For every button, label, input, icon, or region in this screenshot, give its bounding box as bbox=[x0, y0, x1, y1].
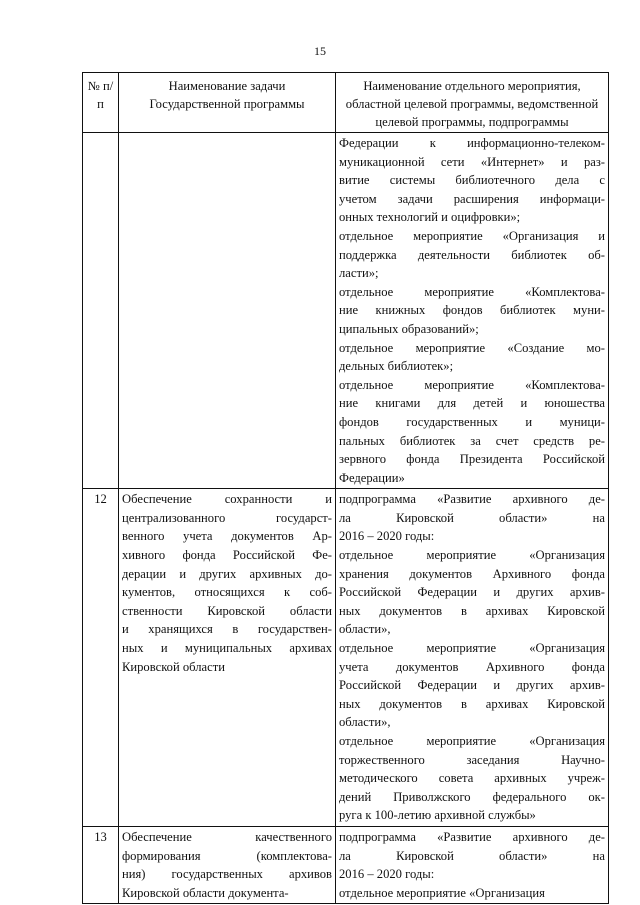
text-line: хивного фонда Российской Фе- bbox=[122, 548, 332, 563]
text-line: дений Приволжского федерального ок- bbox=[339, 789, 605, 804]
text-line: учетом задачи расширения информаци- bbox=[339, 191, 605, 206]
text-line: формирования (комплектова- bbox=[122, 848, 332, 863]
text-line: методического совета архивных учреж- bbox=[339, 771, 605, 786]
text-line: отдельное мероприятие «Организация и bbox=[339, 228, 605, 243]
text-line: витие системы библиотечного дела с bbox=[339, 173, 605, 188]
text-line: централизованного государст- bbox=[122, 510, 332, 525]
text-line: 2016 – 2020 годы: bbox=[339, 867, 435, 882]
text-line: ние книгами для детей и юношества bbox=[339, 396, 605, 411]
row-measure bbox=[336, 133, 609, 489]
measure-lines bbox=[339, 828, 605, 902]
text-line: Кировской области bbox=[122, 659, 225, 674]
text-line: кументов, относящихся к соб- bbox=[122, 585, 332, 600]
table-row bbox=[83, 489, 609, 827]
row-num: 12 bbox=[83, 489, 119, 827]
table-row bbox=[83, 133, 609, 489]
text-line: дерации и других архивных до- bbox=[122, 566, 332, 581]
text-line: отдельное мероприятие «Комплектова- bbox=[339, 284, 605, 299]
text-line: пальных библиотек за счет средств ре- bbox=[339, 433, 605, 448]
text-line: области», bbox=[339, 622, 391, 637]
program-table bbox=[82, 72, 609, 904]
measure-lines bbox=[339, 134, 605, 487]
text-line: ласти»; bbox=[339, 266, 379, 281]
text-line: отдельное мероприятие «Организация bbox=[339, 734, 605, 748]
row-task bbox=[119, 826, 336, 903]
text-line: отдельное мероприятие «Организация bbox=[339, 548, 605, 563]
text-line: зервного фонда Президента Российской bbox=[339, 452, 605, 467]
header-num: № п/п bbox=[83, 73, 119, 133]
text-line: Федерации» bbox=[339, 470, 405, 485]
row-measure bbox=[336, 489, 609, 827]
row-num: 13 bbox=[83, 826, 119, 903]
table-row bbox=[83, 826, 609, 903]
text-line: муникационной сети «Интернет» и раз- bbox=[339, 154, 605, 169]
text-line: 2016 – 2020 годы: bbox=[339, 529, 435, 544]
text-line: ных документов в архивах Кировской bbox=[339, 603, 605, 618]
text-line: руга к 100-летию архивной службы» bbox=[339, 808, 536, 823]
row-measure bbox=[336, 826, 609, 903]
text-line: фондов государственных и муници- bbox=[339, 414, 605, 429]
text-line: хранения документов Архивного фонда bbox=[339, 566, 605, 581]
row-task bbox=[119, 489, 336, 827]
text-line: отдельное мероприятие «Создание мо- bbox=[339, 340, 605, 355]
text-line: ных документов в архивах Кировской bbox=[339, 696, 605, 711]
text-line: отдельное мероприятие «Организация bbox=[339, 885, 545, 900]
text-line: учета документов Архивного фонда bbox=[339, 659, 605, 674]
header-measure: Наименование отдельного мероприятия, областной целевой программы, ведомственной целевой программы, подпрограммы bbox=[336, 73, 609, 133]
text-line: ние книжных фондов библиотек муни- bbox=[339, 303, 605, 318]
text-line: ципальных образований»; bbox=[339, 321, 479, 336]
text-line: ственности Кировской области bbox=[122, 603, 332, 618]
task-lines bbox=[122, 490, 332, 676]
table-header-row bbox=[83, 73, 609, 133]
text-line: Российской Федерации и других архив- bbox=[339, 585, 605, 600]
row-num bbox=[83, 133, 119, 489]
task-lines bbox=[122, 828, 332, 902]
header-task: Наименование задачи Государственной программы bbox=[119, 73, 336, 133]
text-line: и хранящихся в государствен- bbox=[122, 622, 332, 637]
page-number: 15 bbox=[314, 44, 326, 58]
text-line: Обеспечение сохранности и bbox=[122, 492, 332, 507]
text-line: ния) государственных архивов bbox=[122, 867, 332, 882]
text-line: поддержка деятельности библиотек об- bbox=[339, 247, 605, 262]
text-line: ных и муниципальных архивах bbox=[122, 641, 332, 656]
text-line: ла Кировской области» на bbox=[339, 848, 605, 863]
text-line: подпрограмма «Развитие архивного де- bbox=[339, 829, 605, 844]
text-line: отдельное мероприятие «Организация bbox=[339, 641, 605, 656]
text-line: Кировской области документа- bbox=[122, 885, 289, 900]
measure-lines bbox=[339, 490, 605, 825]
text-line: онных технологий и оцифровки»; bbox=[339, 210, 521, 225]
text-line: области», bbox=[339, 715, 391, 730]
text-line: дельных библиотек»; bbox=[339, 359, 454, 374]
text-line: венного учета документов Ар- bbox=[122, 529, 332, 544]
text-line: Обеспечение качественного bbox=[122, 829, 332, 844]
text-line: Российской Федерации и других архив- bbox=[339, 678, 605, 693]
text-line: ла Кировской области» на bbox=[339, 510, 605, 525]
row-task bbox=[119, 133, 336, 489]
text-line: подпрограмма «Развитие архивного де- bbox=[339, 492, 605, 507]
text-line: отдельное мероприятие «Комплектова- bbox=[339, 377, 605, 392]
text-line: Федерации к информационно-телеком- bbox=[339, 136, 605, 150]
text-line: торжественного заседания Научно- bbox=[339, 752, 605, 767]
